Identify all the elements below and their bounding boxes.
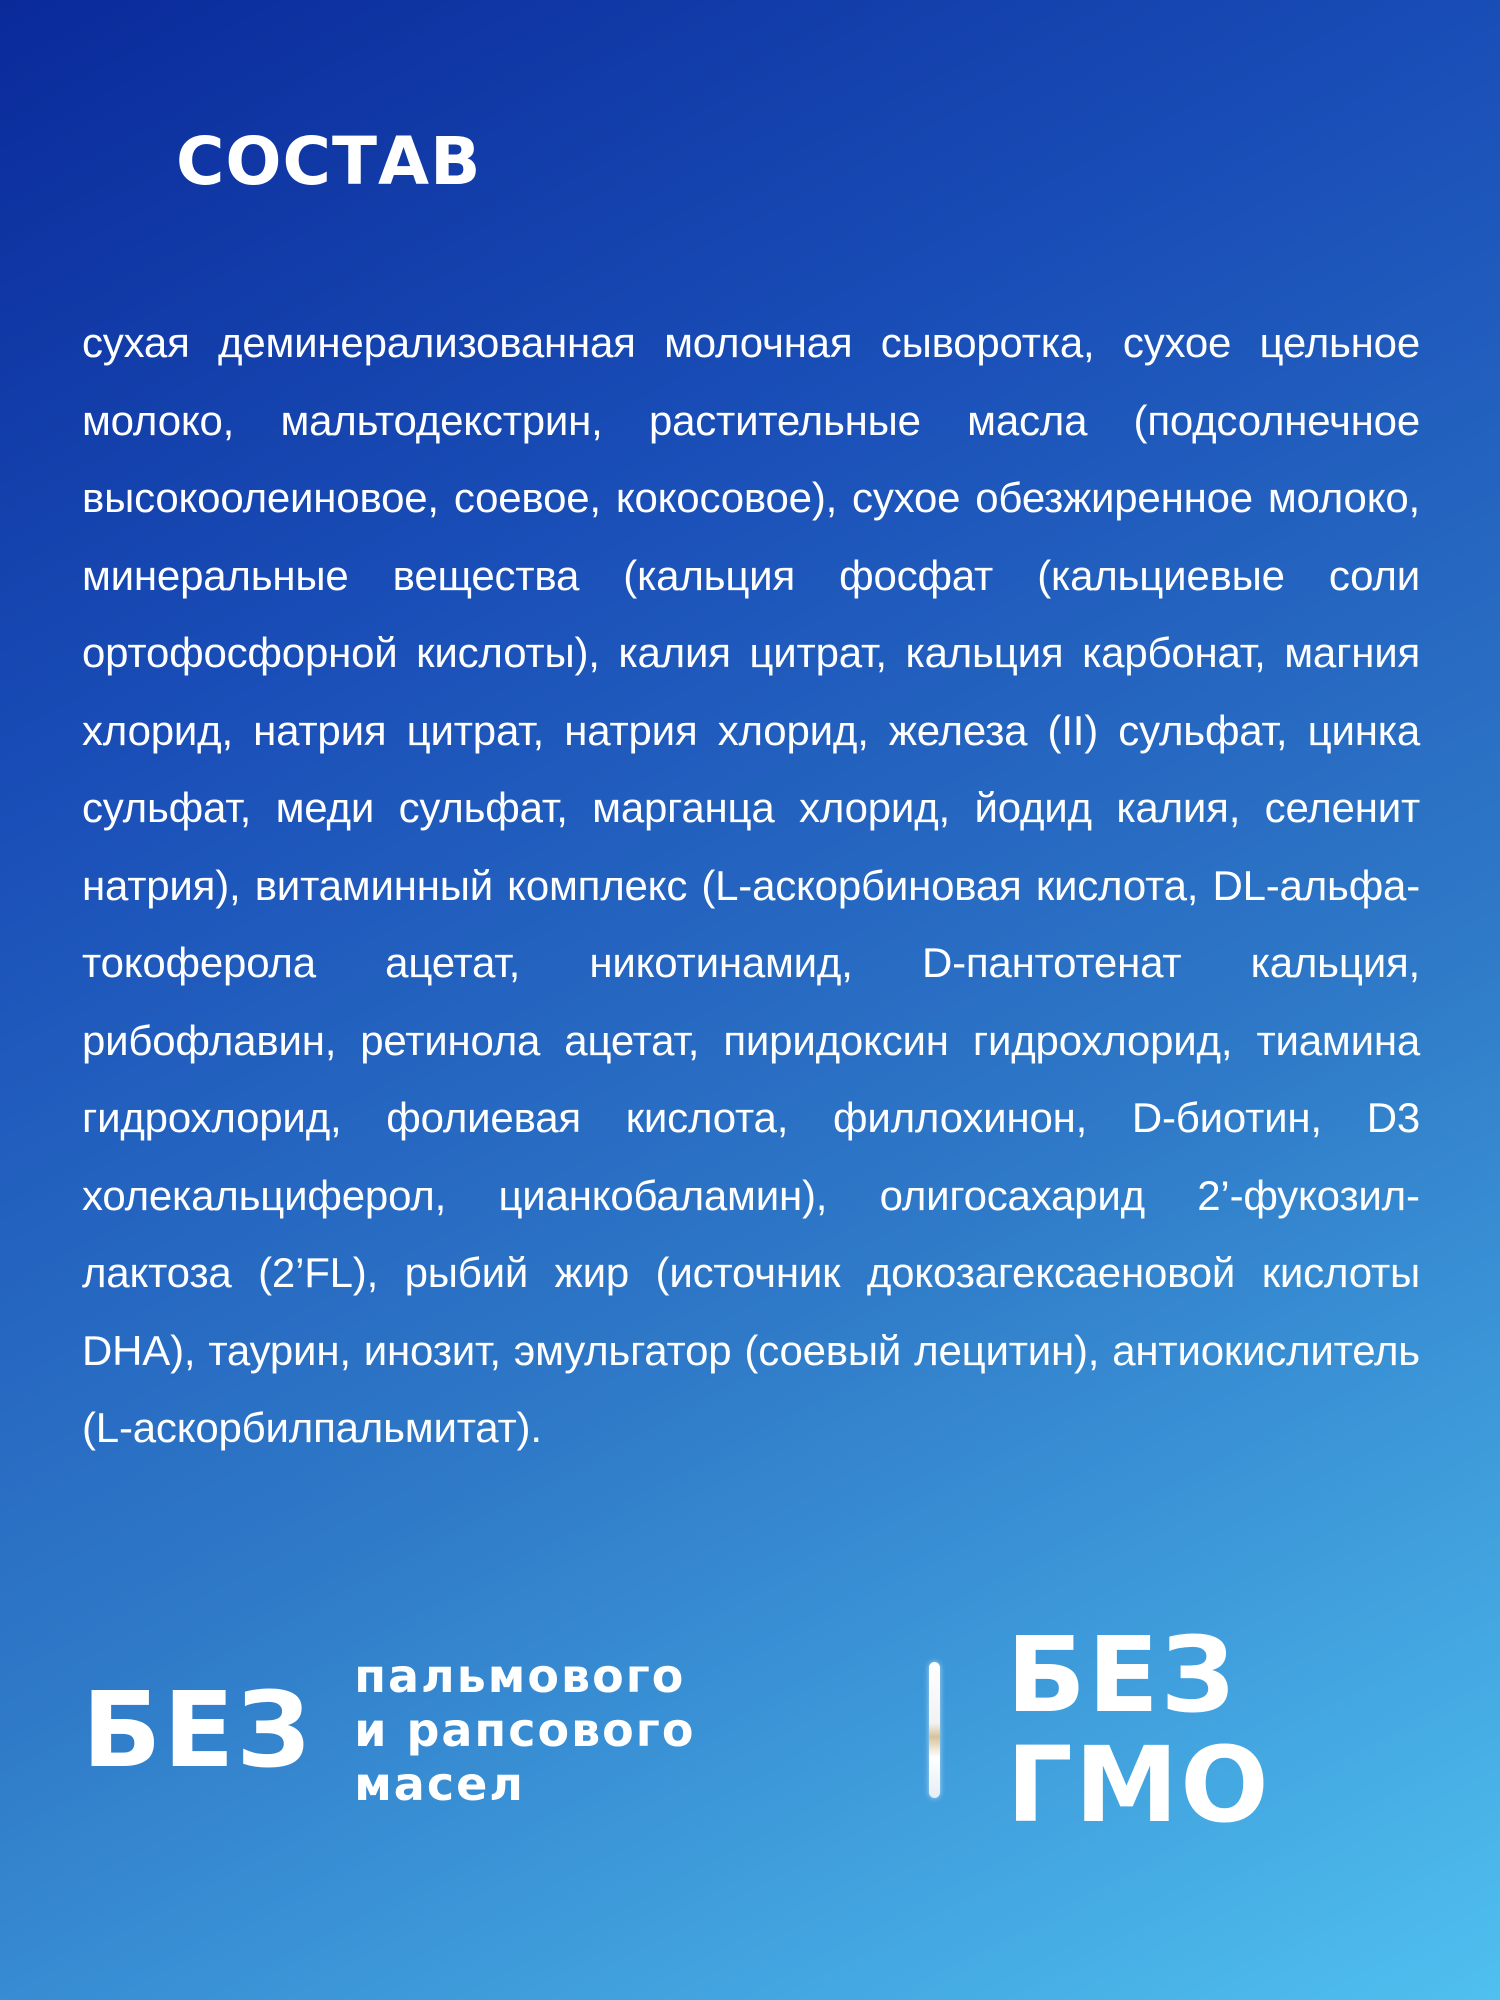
without-palm-rapeseed-badge-word: БЕЗ bbox=[82, 1669, 313, 1791]
page-title: СОСТАВ bbox=[176, 123, 482, 200]
without-gmo-badge: БЕЗ ГМО bbox=[1006, 1614, 1271, 1846]
without-oils-caption bbox=[354, 1649, 845, 1811]
badge-divider bbox=[929, 1662, 940, 1798]
composition-text: сухая деминерализованная молочная сыворотка, сухое цельное молоко, мальтодекстрин, растительные масла (подсолнечное высокоолеиновое, соевое, кокосовое), сухое обезжиренное молоко, минеральные вещества (кальция фосфат (кальциевые соли ортофосфорной кислоты), калия цитрат, кальция карбонат, магния хлорид, натрия цитрат, натрия хлорид, железа (II) сульфат, цинка сульфат, меди сульфат, марганца хлорид, йодид калия, селенит натрия), витаминный комплекс (L-аскорбиновая кислота, DL-альфа-токоферола ацетат, никотинамид, D-пантотенат кальция, рибофлавин, ретинола ацетат, пиридоксин гидрохлорид, тиамина гидрохлорид, фолиевая кислота, филлохинон, D-биотин, D3 холекальциферол, цианкобаламин), олигосахарид 2’-фукозиллактоза (2’FL), рыбий жир (источник докозагексаеновой кислоты DHA), таурин, инозит, эмульгатор (соевый лецитин), антиокислитель (L-аскорбилпальмитат). bbox=[82, 319, 1420, 1451]
oils-caption-line-1: пальмового bbox=[354, 1649, 686, 1703]
oils-caption-line-2: и рапсового масел bbox=[354, 1703, 696, 1811]
feature-badges bbox=[82, 1614, 1500, 1846]
